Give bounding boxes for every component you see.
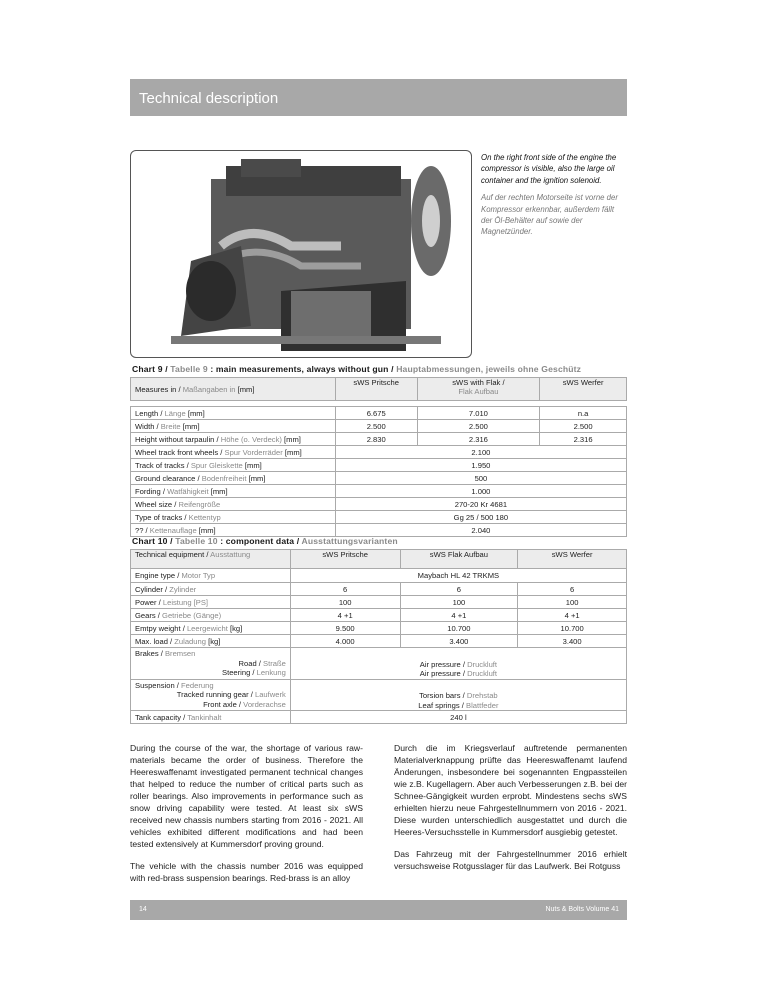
table-cell: 2.040 <box>335 524 626 537</box>
row-label: Gears / Getriebe (Gänge) <box>131 609 291 622</box>
body-paragraph: The vehicle with the chassis number 2016 was equipped with red-brass suspension bearings. Red-brass is an alloy <box>130 861 363 883</box>
table-cell: 100 <box>518 596 627 609</box>
row-label: Power / Leistung [PS] <box>131 596 291 609</box>
header-cell: sWS with Flak / Flak Aufbau <box>417 378 540 401</box>
table-row <box>131 569 627 583</box>
row-label: Tank capacity / Tankinhalt <box>131 711 291 724</box>
table-cell: 2.316 <box>540 433 627 446</box>
chart9-table <box>130 377 627 537</box>
row-label: Engine type / Motor Typ <box>131 569 291 583</box>
row-label: Track of tracks / Spur Gleiskette [mm] <box>131 459 336 472</box>
row-label: Cylinder / Zylinder <box>131 583 291 596</box>
table-cell: 1.950 <box>335 459 626 472</box>
table-row <box>131 498 627 511</box>
table-cell: 6 <box>290 583 400 596</box>
table-cell: 2.500 <box>417 420 540 433</box>
table-row <box>131 622 627 635</box>
chart10-table <box>130 549 627 724</box>
row-label: ?? / Kettenauflage [mm] <box>131 524 336 537</box>
body-paragraph: Das Fahrzeug mit der Fahrgestellnummer 2016 erhielt versuchsweise Rotgusslager für das Laufwerk. Bei Rotguss <box>394 849 627 871</box>
page-number: 14 <box>139 906 147 913</box>
row-label: Brakes / Bremsen Road / Straße Steering / Lenkung <box>131 648 291 680</box>
body-column-english <box>130 742 363 894</box>
table-row <box>131 635 627 648</box>
chart9-label-de: Tabelle 9 <box>170 364 208 374</box>
chart10-label-de: Tabelle 10 <box>175 536 218 546</box>
table-cell: Air pressure / Druckluft Air pressure / Druckluft <box>290 648 626 680</box>
table-row <box>131 446 627 459</box>
section-title: Technical description <box>139 90 279 107</box>
table-cell: Gg 25 / 500 180 <box>335 511 626 524</box>
row-label: Wheel track front wheels / Spur Vorderräder [mm] <box>131 446 336 459</box>
row-label: Wheel size / Reifengröße <box>131 498 336 511</box>
table-row <box>131 609 627 622</box>
table-row <box>131 511 627 524</box>
table-row <box>131 433 627 446</box>
table-row <box>131 524 627 537</box>
table-cell: 6.675 <box>335 407 417 420</box>
row-label: Width / Breite [mm] <box>131 420 336 433</box>
chart10-label: Chart 10 / <box>132 536 173 546</box>
table-cell: 3.400 <box>400 635 518 648</box>
chart9-title <box>132 364 581 374</box>
table-cell: 4 +1 <box>290 609 400 622</box>
row-label: Suspension / Federung Tracked running gear / Laufwerk Front axle / Vorderachse <box>131 679 291 711</box>
table-cell: 1.000 <box>335 485 626 498</box>
table-header-row <box>131 378 627 401</box>
page-footer <box>130 900 627 920</box>
table-cell: 2.100 <box>335 446 626 459</box>
table-cell: 500 <box>335 472 626 485</box>
table-cell: 10.700 <box>518 622 627 635</box>
header-cell: sWS Werfer <box>540 378 627 401</box>
table-cell: 7.010 <box>417 407 540 420</box>
engine-photo-icon <box>131 151 471 357</box>
header-cell: sWS Flak Aufbau <box>400 550 518 569</box>
table-row <box>131 648 627 680</box>
row-label: Type of tracks / Kettentyp <box>131 511 336 524</box>
table-header-row <box>131 550 627 569</box>
table-cell: 2.316 <box>417 433 540 446</box>
chart10-title-en: : component data / <box>220 536 300 546</box>
table-cell: 2.830 <box>335 433 417 446</box>
row-label: Ground clearance / Bodenfreiheit [mm] <box>131 472 336 485</box>
table-cell: 6 <box>518 583 627 596</box>
table-cell: 9.500 <box>290 622 400 635</box>
header-cell: sWS Werfer <box>518 550 627 569</box>
row-label: Height without tarpaulin / Höhe (o. Verdeck) [mm] <box>131 433 336 446</box>
table-cell: 2.500 <box>540 420 627 433</box>
table-cell: 10.700 <box>400 622 518 635</box>
row-label: Max. load / Zuladung [kg] <box>131 635 291 648</box>
body-column-german <box>394 742 627 882</box>
row-label: Fording / Watfähigkeit [mm] <box>131 485 336 498</box>
table-cell: Maybach HL 42 TRKMS <box>290 569 626 583</box>
chart10-title <box>132 536 398 546</box>
header-cell: Measures in / Maßangaben in [mm] <box>131 378 336 401</box>
table-cell: 4.000 <box>290 635 400 648</box>
photo-caption <box>481 152 627 238</box>
engine-photo <box>130 150 472 358</box>
table-cell: 4 +1 <box>400 609 518 622</box>
header-cell: Technical equipment / Ausstattung <box>131 550 291 569</box>
table-cell: 3.400 <box>518 635 627 648</box>
table-row <box>131 420 627 433</box>
table-cell: 6 <box>400 583 518 596</box>
row-label: Emtpy weight / Leergewicht [kg] <box>131 622 291 635</box>
table-row <box>131 472 627 485</box>
table-cell: 100 <box>290 596 400 609</box>
body-paragraph: Durch die im Kriegsverlauf auftretende permanenten Materialverknappung prüfte das Heereswaffenamt laufend Änderungen, insbesondere bei sogenannten Engpassteilen wie z.B. Kugellagern. Aber auch Verbesserungen z.B. bei der Schnee-Gängigkeit wurden erprobt. Mindestens sechs sWS erhielten hierzu neue Fahrgestellnummern von 2016 - 2021. Diese wurden unterschiedlich ausgestattet und durch die Heeres-Versuchsstelle in Kummersdorf ausgiebig getestet. <box>394 743 627 837</box>
caption-english: On the right front side of the engine the compressor is visible, also the large oil container and the ignition solenoid. <box>481 153 617 185</box>
table-cell: 100 <box>400 596 518 609</box>
table-cell: 240 l <box>290 711 626 724</box>
chart10-title-de: Ausstattungsvarianten <box>301 536 398 546</box>
table-row <box>131 459 627 472</box>
chart9-label: Chart 9 / <box>132 364 168 374</box>
section-header <box>130 79 627 116</box>
table-row <box>131 583 627 596</box>
table-cell: 4 +1 <box>518 609 627 622</box>
table-row <box>131 596 627 609</box>
table-row <box>131 679 627 711</box>
table-row <box>131 711 627 724</box>
caption-german: Auf der rechten Motorseite ist vorne der Kompressor erkennbar, außerdem fällt der Öl-Behälter auf sowie der Magnetzünder. <box>481 193 618 237</box>
header-cell: sWS Pritsche <box>335 378 417 401</box>
table-row <box>131 485 627 498</box>
header-cell: sWS Pritsche <box>290 550 400 569</box>
publication-name: Nuts & Bolts Volume 41 <box>545 906 619 913</box>
chart9-title-en: : main measurements, always without gun / <box>210 364 394 374</box>
chart9-title-de: Hauptabmessungen, jeweils ohne Geschütz <box>396 364 582 374</box>
table-cell: 270-20 Kr 4681 <box>335 498 626 511</box>
table-cell: 2.500 <box>335 420 417 433</box>
row-label: Length / Länge [mm] <box>131 407 336 420</box>
body-paragraph: During the course of the war, the shortage of various raw-materials became the order of business. Therefore the Heereswaffenamt investigated permanent technical changes that helped to reduce the number of critical parts such as roller bearings. Also improvements in performance such as snow driving capability were tested. At least six sWS received new chassis numbers starting from 2016 - 2021. All vehicles exhibited different modifications and had been tested extensively at Kummersdorf proving ground. <box>130 743 363 849</box>
table-cell: Torsion bars / Drehstab Leaf springs / Blattfeder <box>290 679 626 711</box>
table-row <box>131 407 627 420</box>
table-cell: n.a <box>540 407 627 420</box>
